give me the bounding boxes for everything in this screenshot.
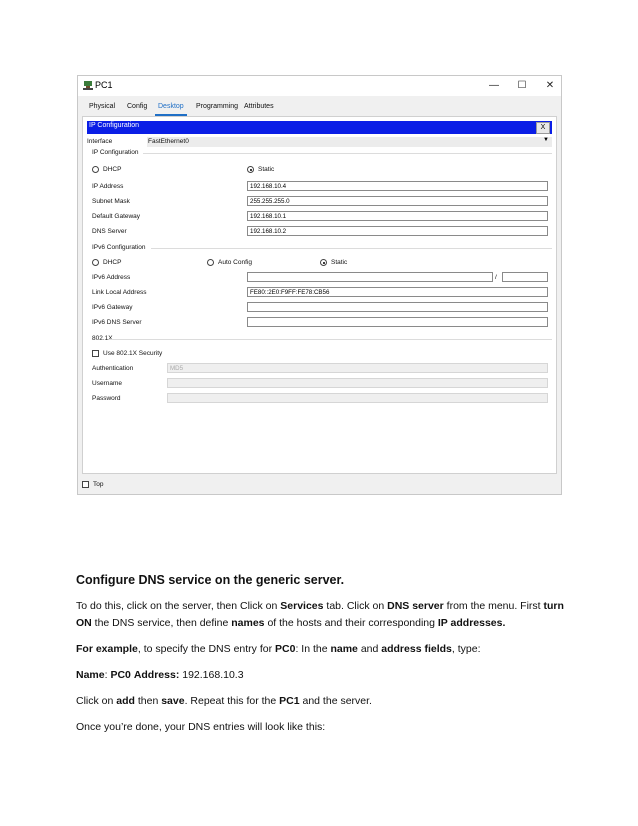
subnet-mask-field[interactable]: 255.255.255.0 xyxy=(247,196,548,206)
paragraph-1-line-1 xyxy=(76,600,564,612)
text-run: tab. Click on xyxy=(323,600,388,612)
text-run: and xyxy=(357,643,382,655)
use-802-1x-checkbox[interactable] xyxy=(92,350,99,357)
text-run: then xyxy=(134,695,162,707)
subnet-mask-label: Subnet Mask xyxy=(92,198,130,205)
tab-programming[interactable]: Programming xyxy=(196,103,239,110)
text-run: Click on xyxy=(76,695,117,707)
ip-configuration-panel xyxy=(82,116,557,474)
link-local-address-field[interactable]: FE80::2E0:F9FF:FE78:CB56 xyxy=(247,287,548,297)
text-run: from the menu. First xyxy=(443,600,544,612)
add-term: add xyxy=(116,695,135,707)
ip-address-label: IP Address xyxy=(92,183,124,190)
text-run: . Repeat this for the xyxy=(184,695,280,707)
name-key: Name xyxy=(76,669,105,681)
ipv4-dhcp-label: DHCP xyxy=(103,166,122,173)
maximize-button[interactable]: ☐ xyxy=(517,80,527,91)
link-local-address-label: Link Local Address xyxy=(92,289,147,296)
tab-physical[interactable]: Physical xyxy=(89,103,116,110)
text-run: To do this, click on the server, then Click on xyxy=(76,600,281,612)
text-run: of the hosts and their corresponding xyxy=(264,617,438,629)
pc0-term: PC0 xyxy=(275,643,296,655)
text-run: , to specify the DNS entry for xyxy=(137,643,275,655)
dot1x-section-divider xyxy=(109,339,552,340)
top-label: Top xyxy=(93,481,104,488)
authentication-label: Authentication xyxy=(92,365,134,372)
window-title: PC1 xyxy=(95,80,113,90)
authentication-value: MD5 xyxy=(170,365,184,372)
ipv6-static-radio[interactable] xyxy=(320,259,327,266)
paragraph-1-line-2 xyxy=(76,617,505,629)
ipv6-dns-server-field[interactable] xyxy=(247,317,548,327)
names-term: names xyxy=(231,617,265,629)
minimize-button[interactable]: — xyxy=(489,80,499,91)
tab-desktop[interactable]: Desktop xyxy=(155,100,187,116)
interface-select[interactable] xyxy=(147,137,552,147)
interface-value: FastEthernet0 xyxy=(148,138,189,145)
ipv4-section-label: IP Configuration xyxy=(92,149,139,156)
address-value: 192.168.10.3 xyxy=(179,669,244,681)
text-run: and the server. xyxy=(299,695,372,707)
ipv6-dhcp-label: DHCP xyxy=(103,259,122,266)
panel-title: IP Configuration xyxy=(89,122,140,129)
dns-server-field[interactable]: 192.168.10.2 xyxy=(247,226,548,236)
paragraph-5: Once you’re done, your DNS entries will look like this: xyxy=(76,721,326,733)
prefix-separator: / xyxy=(495,274,497,281)
username-field[interactable] xyxy=(167,378,548,388)
on-term: ON xyxy=(76,617,92,629)
top-checkbox[interactable] xyxy=(82,481,89,488)
ip-address-field[interactable]: 192.168.10.4 xyxy=(247,181,548,191)
ipv4-static-label: Static xyxy=(258,166,275,173)
panel-close-button[interactable]: X xyxy=(536,122,550,134)
ipv6-address-label: IPv6 Address xyxy=(92,274,131,281)
ipv4-section-divider xyxy=(143,153,552,154)
ipv4-dhcp-radio[interactable] xyxy=(92,166,99,173)
ipv6-auto-config-label: Auto Config xyxy=(218,259,252,266)
use-802-1x-label: Use 802.1X Security xyxy=(103,350,163,357)
pc0-value: PC0 xyxy=(110,669,131,681)
ipv6-dns-server-label: IPv6 DNS Server xyxy=(92,319,142,326)
ipv6-prefix-field[interactable] xyxy=(502,272,548,282)
turn-term: turn xyxy=(543,600,564,612)
pc-icon xyxy=(82,79,94,91)
ipv6-dhcp-radio[interactable] xyxy=(92,259,99,266)
ipv6-address-field[interactable] xyxy=(247,272,493,282)
text-run: the DNS service, then define xyxy=(91,617,232,629)
ip-addresses-term: IP addresses. xyxy=(437,617,506,629)
panel-header xyxy=(87,121,552,134)
ipv6-auto-config-radio[interactable] xyxy=(207,259,214,266)
ipv6-section-label: IPv6 Configuration xyxy=(92,244,146,251)
text-run: : In the xyxy=(295,643,331,655)
pc1-term: PC1 xyxy=(279,695,300,707)
save-term: save xyxy=(161,695,185,707)
paragraph-3 xyxy=(76,669,244,681)
close-button[interactable]: ✕ xyxy=(545,80,555,91)
name-term: name xyxy=(330,643,358,655)
address-key: Address: xyxy=(133,669,180,681)
default-gateway-label: Default Gateway xyxy=(92,213,141,220)
packet-tracer-window xyxy=(77,75,562,495)
tab-attributes[interactable]: Attributes xyxy=(244,103,274,110)
paragraph-2 xyxy=(76,643,481,655)
address-fields-term: address fields xyxy=(381,643,452,655)
ipv6-section-divider xyxy=(151,248,552,249)
interface-label: Interface xyxy=(87,138,113,145)
authentication-select[interactable] xyxy=(167,363,548,373)
password-label: Password xyxy=(92,395,121,402)
default-gateway-field[interactable]: 192.168.10.1 xyxy=(247,211,548,221)
ipv6-static-label: Static xyxy=(331,259,348,266)
title-bar xyxy=(78,76,561,96)
dot1x-section-label: 802.1X xyxy=(92,335,113,342)
chevron-down-icon: ▼ xyxy=(543,137,549,143)
text-run: , type: xyxy=(451,643,481,655)
tab-config[interactable]: Config xyxy=(127,103,148,110)
ipv4-static-radio[interactable] xyxy=(247,166,254,173)
text-run: : xyxy=(104,669,111,681)
ipv6-gateway-field[interactable] xyxy=(247,302,548,312)
dns-server-term: DNS server xyxy=(387,600,444,612)
dns-server-label: DNS Server xyxy=(92,228,127,235)
password-field[interactable] xyxy=(167,393,548,403)
username-label: Username xyxy=(92,380,122,387)
paragraph-4 xyxy=(76,695,372,707)
section-heading: Configure DNS service on the generic server. xyxy=(76,573,345,587)
services-term: Services xyxy=(280,600,324,612)
ipv6-gateway-label: IPv6 Gateway xyxy=(92,304,133,311)
for-example-term: For example xyxy=(76,643,138,655)
